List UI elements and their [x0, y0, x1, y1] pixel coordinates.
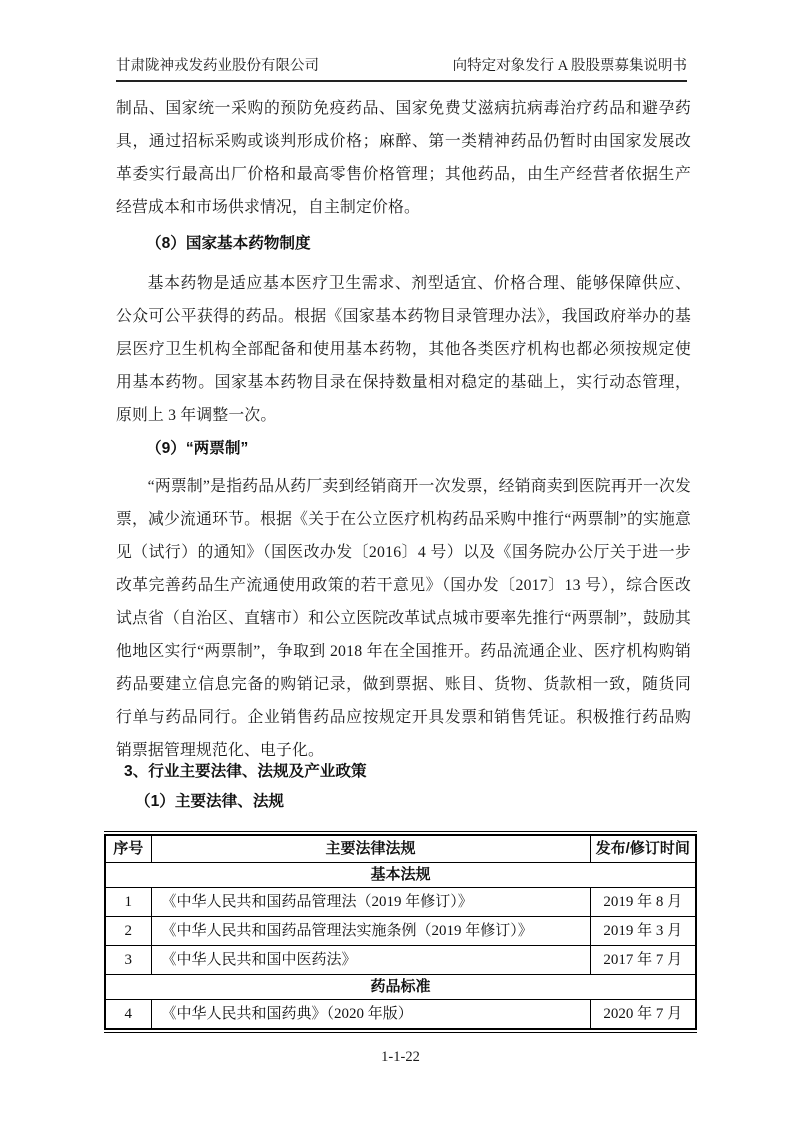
page-footer — [104, 1049, 697, 1065]
laws-table-wrapper — [104, 831, 697, 1033]
row-index: 2 — [105, 917, 151, 946]
laws-regulations-table — [104, 834, 697, 1030]
table-row — [105, 917, 696, 946]
page-number: 1-1-22 — [381, 1049, 420, 1065]
row-law-name: 《中华人民共和国药品管理法实施条例（2019 年修订）》 — [151, 917, 590, 946]
paragraph-essential-drugs: 基本药物是适应基本医疗卫生需求、剂型适宜、价格合理、能够保障供应、公众可公平获得的药品。根据《国家基本药物目录管理办法》，我国政府举办的基层医疗卫生机构全部配备和使用基本药物，其他各类医疗机构也都必须按规定使用基本药物。国家基本药物目录在保持数量相对稳定的基础上，实行动态管理，原则上 3 年调整一次。 — [116, 275, 691, 424]
paragraph-drug-pricing: 制品、国家统一采购的预防免疫药品、国家免费艾滋病抗病毒治疗药品和避孕药具，通过招标采购或谈判形成价格；麻醉、第一类精神药品仍暂时由国家发展改革委实行最高出厂价格和最高零售价格管理；其他药品，由生产经营者依据生产经营成本和市场供求情况，自主制定价格。 — [116, 100, 691, 216]
section-title-drug-standards: 药品标准 — [105, 975, 696, 1000]
paragraph-two-invoice-system: “两票制”是指药品从药厂卖到经销商开一次发票，经销商卖到医院再开一次发票，减少流通环节。根据《关于在公立医疗机构药品采购中推行“两票制”的实施意见（试行）的通知》（国医改办发〔2016〕4 号）以及《国务院办公厅关于进一步改革完善药品生产流通使用政策的若干意见》（国办发〔2017〕13 号），综合医改试点省（自治区、直辖市）和公立医院改革试点城市要率先推行“两票制”，鼓励其他地区实行“两票制”，争取到 2018 年在全国推开。药品流通企业、医疗机构购销药品要建立信息完备的购销记录，做到票据、账目、货物、货款相一致，随货同行单与药品同行。企业销售药品应按规定开具发票和销售凭证。积极推行药品购销票据管理规范化、电子化。 — [116, 478, 691, 759]
table-row — [105, 1000, 696, 1030]
heading-major-laws-regulations: （1）主要法律、法规 — [135, 793, 285, 810]
heading-two-invoice-system: （9）“两票制” — [146, 440, 249, 457]
table-section-row — [105, 975, 696, 1000]
column-header-issue-date: 发布/修订时间 — [590, 835, 696, 863]
column-header-law-name: 主要法律法规 — [151, 835, 590, 863]
row-issue-date: 2017 年 7 月 — [590, 946, 696, 975]
page-header — [116, 56, 687, 82]
row-issue-date: 2019 年 8 月 — [590, 888, 696, 917]
section-title-basic-regulations: 基本法规 — [105, 863, 696, 888]
column-header-index: 序号 — [105, 835, 151, 863]
row-law-name: 《中华人民共和国药品管理法（2019 年修订）》 — [151, 888, 590, 917]
table-section-row — [105, 863, 696, 888]
table-row — [105, 888, 696, 917]
table-row — [105, 946, 696, 975]
row-law-name: 《中华人民共和国中医药法》 — [151, 946, 590, 975]
row-index: 1 — [105, 888, 151, 917]
row-issue-date: 2019 年 3 月 — [590, 917, 696, 946]
row-index: 3 — [105, 946, 151, 975]
row-law-name: 《中华人民共和国药典》（2020 年版） — [151, 1000, 590, 1030]
table-header-row — [105, 835, 696, 863]
header-document-title: 向特定对象发行 A 股股票募集说明书 — [452, 58, 687, 74]
row-issue-date: 2020 年 7 月 — [590, 1000, 696, 1030]
heading-industry-laws-policies: 3、行业主要法律、法规及产业政策 — [124, 763, 367, 780]
heading-national-essential-drug-system: （8）国家基本药物制度 — [146, 235, 311, 252]
header-company-name: 甘肃陇神戎发药业股份有限公司 — [116, 58, 319, 74]
row-index: 4 — [105, 1000, 151, 1030]
